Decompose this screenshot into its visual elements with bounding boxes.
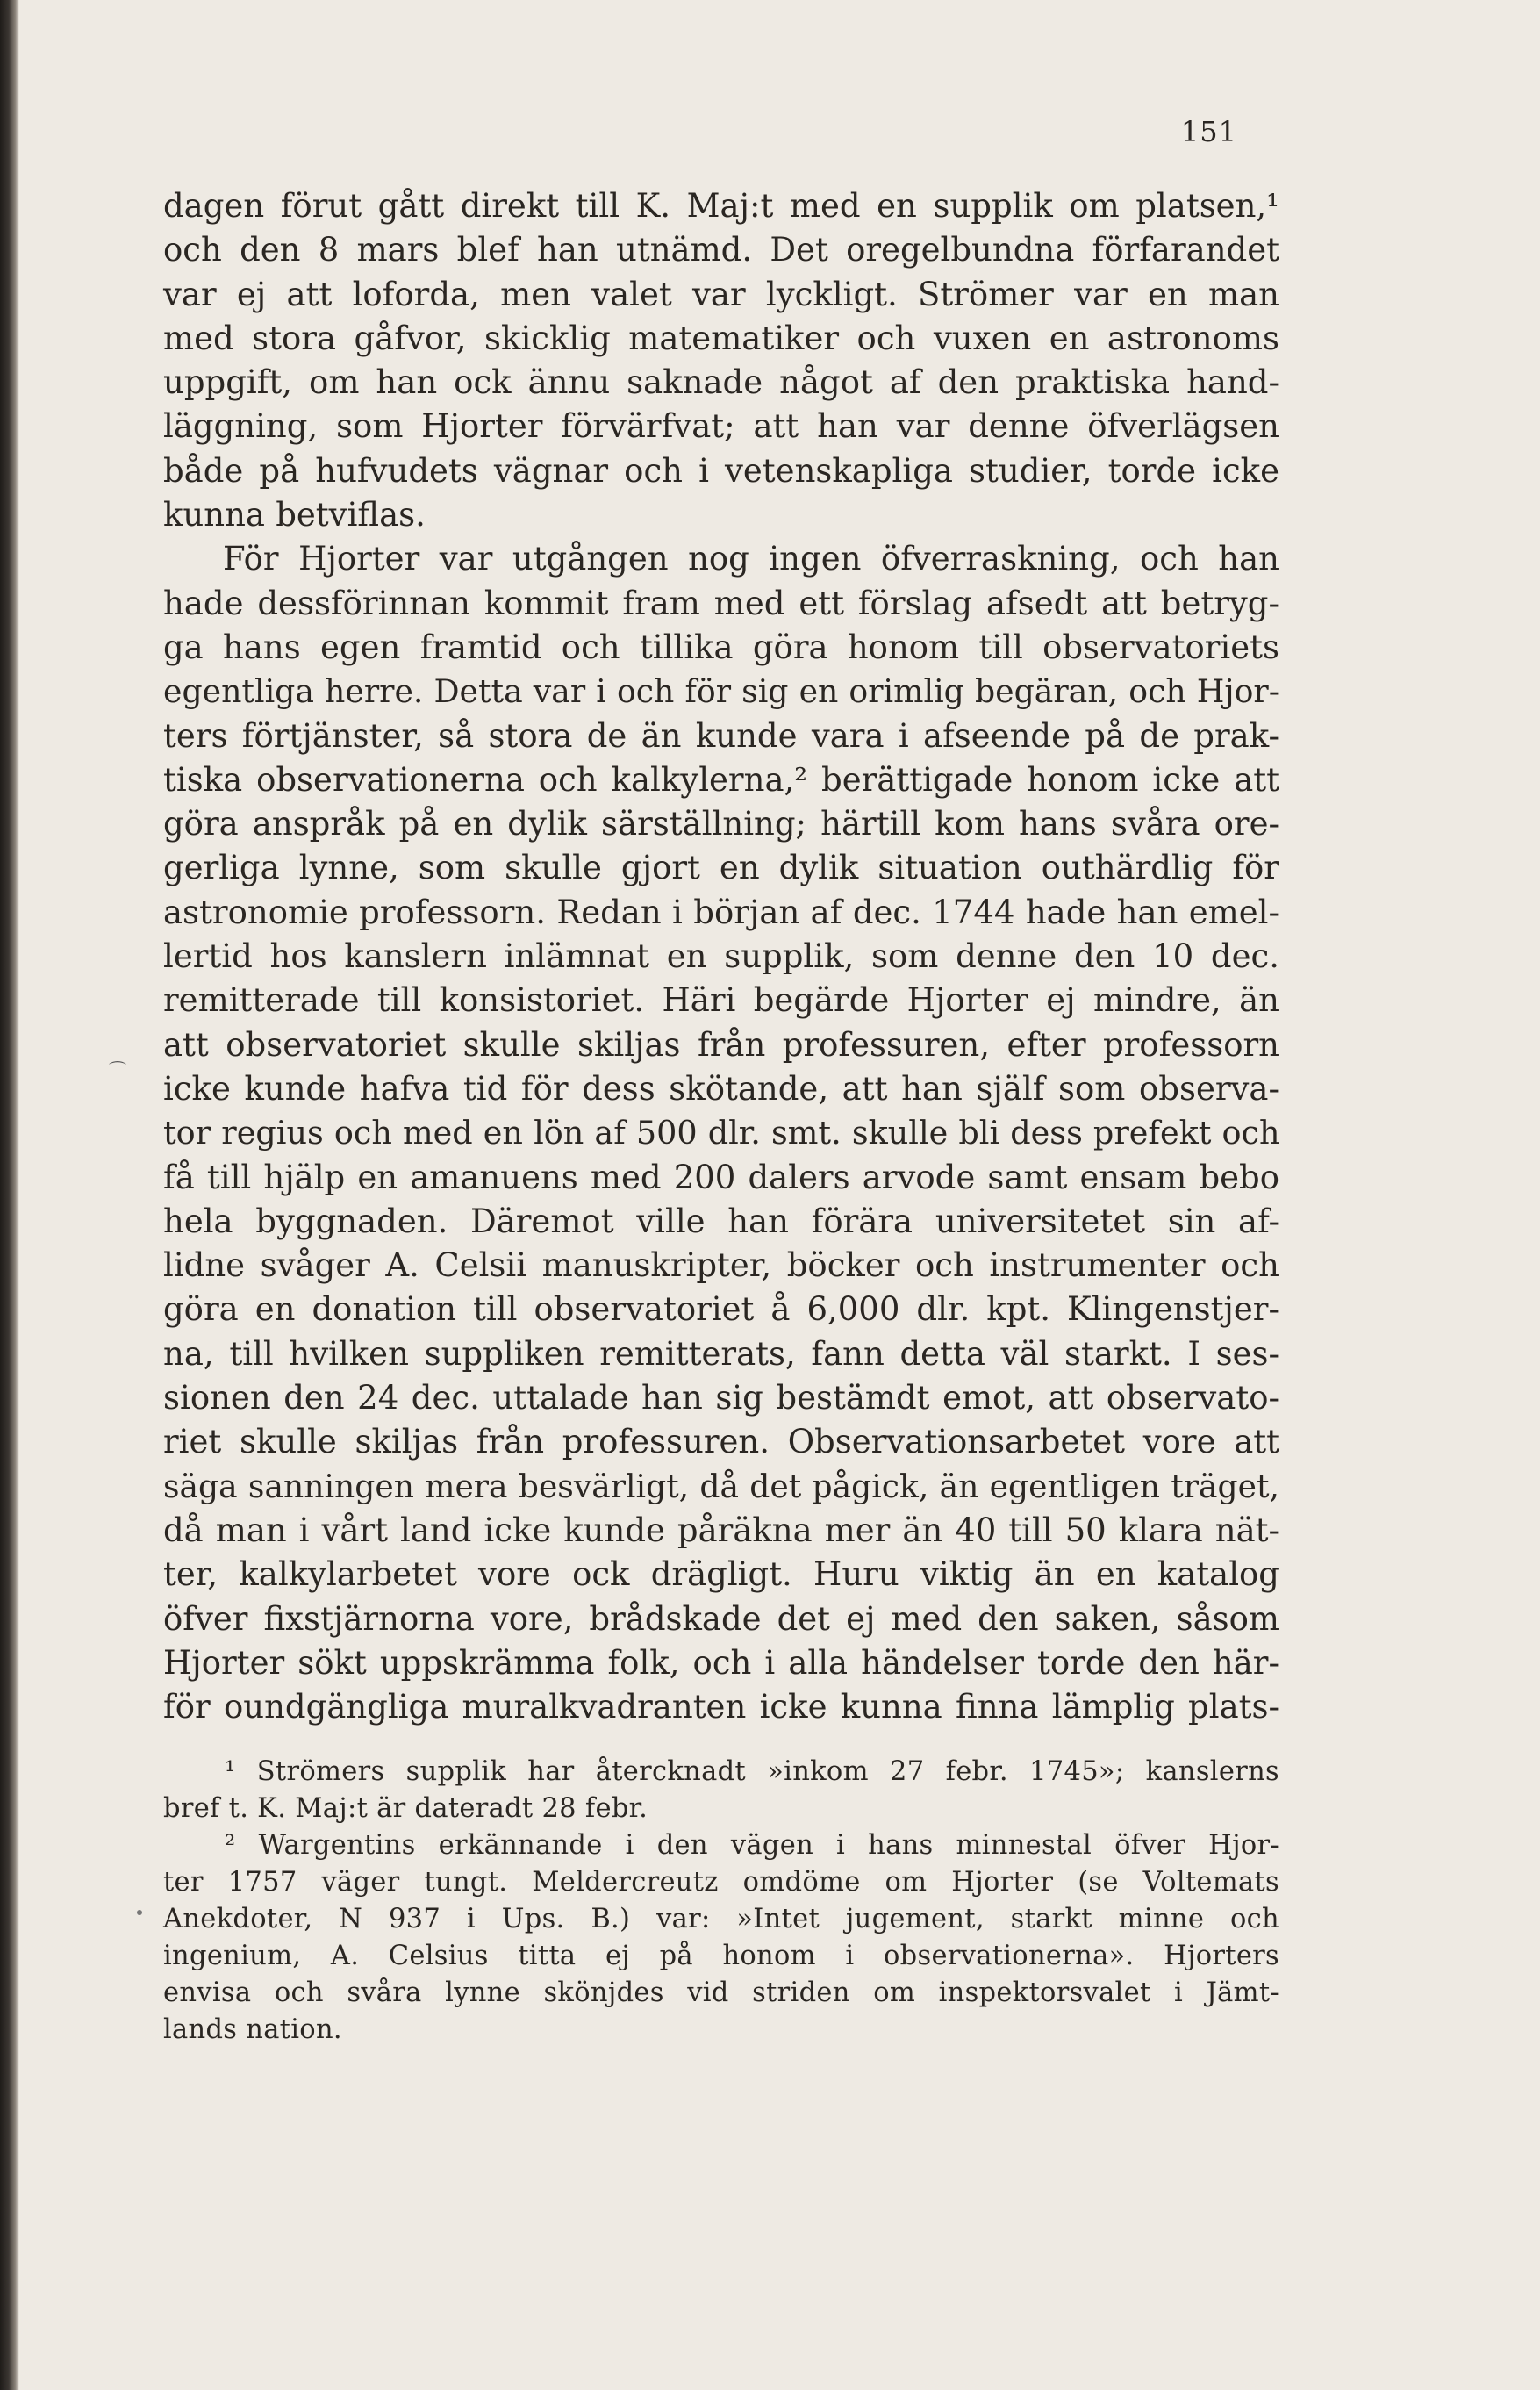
page-binding-edge (0, 0, 19, 2390)
body-line: dagen förut gått direkt till K. Maj:t med en supplik om platsen,¹ (163, 187, 1279, 225)
footnote-line: ² Wargentins erkännande i den vägen i hans minnestal öfver Hjor- (225, 1830, 1279, 1861)
body-line: att observatoriet skulle skiljas från professuren, efter professorn (163, 1025, 1279, 1064)
body-line: hela byggnaden. Däremot ville han förära universitetet sin af- (163, 1202, 1279, 1240)
footnote-line: bref t. K. Maj:t är dateradt 28 febr. (163, 1793, 648, 1824)
body-line: ter, kalkylarbetet vore ock drägligt. Huru viktig än en katalog (163, 1555, 1279, 1594)
margin-mark: ⌒ (109, 1059, 126, 1080)
body-line: För Hjorter var utgången nog ingen öfverraskning, och han (223, 540, 1279, 578)
body-line: sionen den 24 dec. uttalade han sig bestämdt emot, att observato- (163, 1379, 1279, 1417)
body-line: göra anspråk på en dylik särställning; härtill kom hans svåra ore- (163, 805, 1279, 843)
footnote-line: ingenium, A. Celsius titta ej på honom i observationerna». Hjorters (163, 1941, 1279, 1971)
body-line: göra en donation till observatoriet å 6,000 dlr. kpt. Klingenstjer- (163, 1290, 1279, 1329)
footnote-line: lands nation. (163, 2014, 342, 2045)
body-line: tiska observationerna och kalkylerna,² berättigade honom icke att (163, 760, 1279, 799)
body-line: egentliga herre. Detta var i och för sig en orimlig begäran, och Hjor- (163, 672, 1279, 711)
body-line: remitterade till konsistoriet. Häri begärde Hjorter ej mindre, än (163, 981, 1279, 1020)
body-line: astronomie professorn. Redan i början af dec. 1744 hade han emel- (163, 893, 1279, 931)
body-line: kunna betviflas. (163, 496, 426, 535)
body-line: för oundgängliga muralkvadranten icke kunna finna lämplig plats- (163, 1688, 1279, 1726)
body-line: hade dessförinnan kommit fram med ett förslag afsedt att betryg- (163, 584, 1279, 622)
body-line: få till hjälp en amanuens med 200 dalers arvode samt ensam bebo (163, 1158, 1279, 1196)
body-line: ters förtjänster, så stora de än kunde vara i afseende på de prak- (163, 716, 1279, 755)
page-number: 151 (1180, 115, 1237, 148)
body-line: ga hans egen framtid och tillika göra honom till observatoriets (163, 628, 1279, 666)
body-line: Hjorter sökt uppskrämma folk, och i alla händelser torde den här- (163, 1643, 1279, 1682)
body-line: lidne svåger A. Celsii manuskripter, böcker och instrumenter och (163, 1246, 1279, 1285)
body-line: och den 8 mars blef han utnämd. Det oregelbundna förfarandet (163, 231, 1279, 269)
margin-dot (137, 1910, 142, 1915)
footnote-line: ter 1757 väger tungt. Meldercreutz omdöme om Hjorter (se Voltemats (163, 1867, 1279, 1898)
body-line: gerliga lynne, som skulle gjort en dylik situation outhärdlig för (163, 849, 1279, 887)
body-line: riet skulle skiljas från professuren. Observationsarbetet vore att (163, 1423, 1279, 1461)
body-line: både på hufvudets vägnar och i vetenskapliga studier, torde icke (163, 451, 1279, 490)
body-line: var ej att loforda, men valet var lyckligt. Strömer var en man (163, 275, 1279, 313)
body-line: säga sanningen mera besvärligt, då det pågick, än egentligen träget, (163, 1467, 1279, 1505)
body-line: tor regius och med en lön af 500 dlr. smt. skulle bli dess prefekt och (163, 1114, 1280, 1152)
body-line: icke kunde hafva tid för dess skötande, att han själf som observa- (163, 1069, 1279, 1108)
body-line: uppgift, om han ock ännu saknade något af den praktiska hand- (163, 363, 1279, 402)
footnote-line: ¹ Strömers supplik har återcknadt »inkom 27 febr. 1745»; kanslerns (225, 1756, 1279, 1787)
body-line: med stora gåfvor, skicklig matematiker och vuxen en astronoms (163, 319, 1279, 357)
body-line: lertid hos kanslern inlämnat en supplik, som denne den 10 dec. (163, 937, 1279, 976)
footnote-line: Anekdoter, N 937 i Ups. B.) var: »Intet jugement, starkt minne och (163, 1904, 1279, 1934)
body-line: läggning, som Hjorter förvärfvat; att han var denne öfverlägsen (163, 407, 1279, 446)
body-line: då man i vårt land icke kunde påräkna mer än 40 till 50 klara nät- (163, 1511, 1279, 1549)
body-line: na, till hvilken suppliken remitterats, fann detta väl starkt. I ses- (163, 1334, 1279, 1373)
body-line: öfver fixstjärnorna vore, brådskade det ej med den saken, såsom (163, 1599, 1279, 1638)
footnote-line: envisa och svåra lynne skönjdes vid striden om inspektorsvalet i Jämt- (163, 1977, 1279, 2008)
footnotes (163, 1754, 1279, 2049)
body-text (163, 184, 1279, 1729)
